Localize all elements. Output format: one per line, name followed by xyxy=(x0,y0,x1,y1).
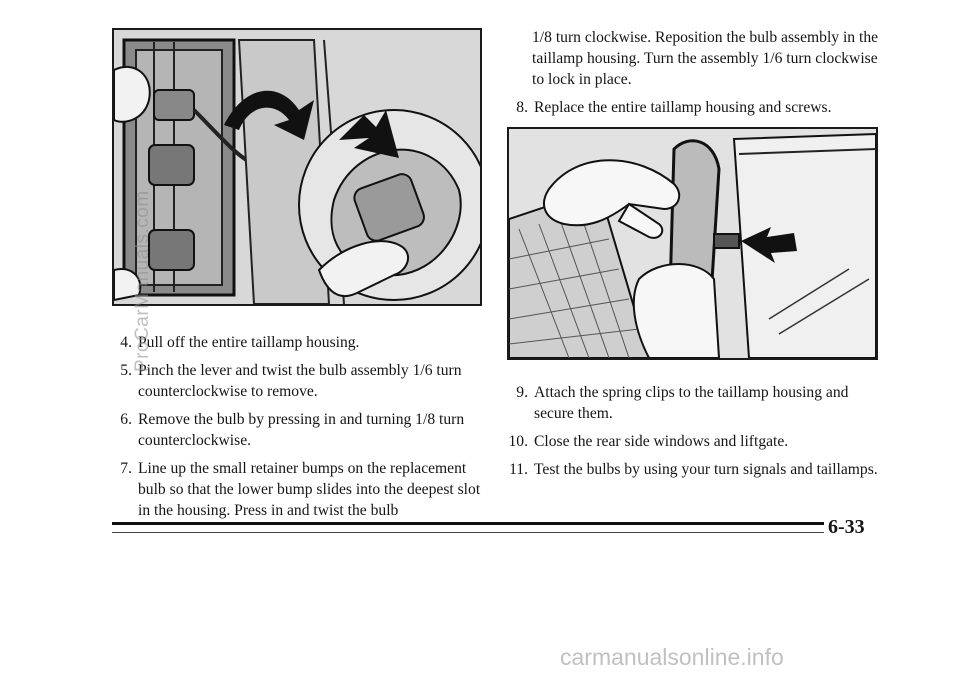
figure-bulb-assembly xyxy=(112,28,482,306)
taillamp-bulb-assembly-illustration xyxy=(114,30,480,304)
footer-rule-thin xyxy=(112,532,824,533)
step-5 xyxy=(104,360,484,402)
step-number: 7. xyxy=(120,460,132,477)
step-text: Remove the bulb by pressing in and turning 1/8 turn counterclockwise. xyxy=(138,411,465,449)
taillamp-housing-clip-illustration xyxy=(509,129,876,358)
step-text: Attach the spring clips to the taillamp housing and secure them. xyxy=(534,384,849,422)
step-text: Test the bulbs by using your turn signals and taillamps. xyxy=(534,461,878,478)
step-7-continuation: 1/8 turn clockwise. Reposition the bulb assembly in the taillamp housing. Turn the assembly 1/6 turn clockwise to lock in place. xyxy=(532,29,879,88)
watermark-side: ProCarManuals.com xyxy=(132,190,153,372)
step-number: 6. xyxy=(120,411,132,428)
step-4 xyxy=(104,332,484,353)
right-column-steps xyxy=(500,382,880,487)
left-column-steps xyxy=(104,332,484,528)
step-number: 11. xyxy=(509,461,528,478)
step-text: Replace the entire taillamp housing and screws. xyxy=(534,99,832,116)
step-number: 4. xyxy=(120,334,132,351)
watermark-bottom: carmanualsonline.info xyxy=(560,644,784,670)
step-text: Pull off the entire taillamp housing. xyxy=(138,334,360,351)
step-11 xyxy=(500,459,880,480)
step-text: Line up the small retainer bumps on the replacement bulb so that the lower bump slides into the deepest slot in the housing. Press in and twist the bulb xyxy=(138,460,481,519)
figure-housing-clip xyxy=(507,127,878,360)
footer-rule-thick xyxy=(112,522,824,525)
step-number: 8. xyxy=(516,99,528,116)
step-7 xyxy=(104,458,484,521)
step-6 xyxy=(104,409,484,451)
step-number: 9. xyxy=(516,384,528,401)
step-8 xyxy=(500,97,880,118)
right-column-top xyxy=(500,27,880,125)
page-number: 6-33 xyxy=(828,516,865,538)
step-number: 10. xyxy=(508,433,528,450)
step-number: 5. xyxy=(120,362,132,379)
step-text: Pinch the lever and twist the bulb assembly 1/6 turn counterclockwise to remove. xyxy=(138,362,462,400)
step-text: Close the rear side windows and liftgate. xyxy=(534,433,789,450)
step-9 xyxy=(500,382,880,424)
step-10 xyxy=(500,431,880,452)
